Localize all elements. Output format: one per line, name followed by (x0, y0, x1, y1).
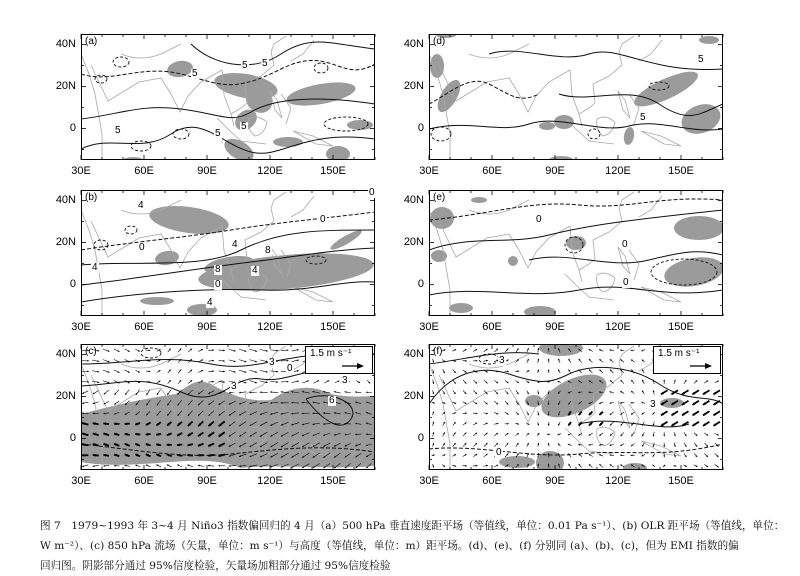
wind-vector-head (287, 360, 289, 362)
significance-shading (508, 256, 518, 266)
significance-shading (535, 366, 613, 426)
significance-shading (154, 249, 180, 267)
contour-line (429, 199, 723, 220)
lon-tick-label: 150E (313, 321, 353, 333)
reference-vector-label: 1.5 m s⁻¹ (310, 348, 351, 359)
significance-shading (677, 99, 724, 139)
contour-label: 4 (91, 263, 99, 273)
panel-label: (f) (433, 346, 442, 357)
contour-label: 0 (495, 448, 503, 458)
significance-shading (539, 340, 583, 356)
lat-tick-label: 40N (46, 348, 76, 360)
wind-vector-head (218, 465, 220, 467)
contour-label: 3 (268, 358, 276, 368)
contour-label: 5 (261, 59, 269, 69)
significance-shading (326, 146, 350, 162)
wind-vector-head (87, 360, 89, 362)
contour-label: 8 (264, 246, 272, 256)
contour-line-negative (173, 129, 189, 139)
contour-line-negative (314, 63, 328, 73)
lat-tick-label: 20N (394, 390, 424, 402)
wind-vector-head (476, 412, 478, 414)
wind-vector-head (287, 381, 289, 383)
wind-vector-head (547, 433, 549, 435)
wind-vector-head (507, 370, 509, 372)
contour-line-negative (431, 127, 451, 141)
significance-shading (699, 36, 719, 44)
wind-vector-head (537, 392, 539, 394)
lon-tick-label: 90E (535, 475, 575, 487)
wind-vector-head (260, 391, 262, 393)
significance-shading (449, 303, 473, 313)
map-canvas (429, 34, 723, 160)
lon-tick-label: 60E (124, 321, 164, 333)
wind-vector-head (465, 465, 467, 467)
contour-label: 5 (639, 113, 647, 123)
lat-tick-label: 40N (46, 38, 76, 50)
lon-tick-label: 150E (313, 475, 353, 487)
coastline (291, 40, 314, 61)
contour-label: 5 (114, 126, 122, 136)
wind-vector-head (663, 445, 665, 447)
significance-shading (140, 297, 174, 305)
lon-tick-label: 90E (535, 165, 575, 177)
lon-tick-label: 120E (598, 321, 638, 333)
map-panel-f (429, 344, 723, 470)
map-panel-d (429, 34, 723, 160)
lat-tick-label: 0 (46, 278, 76, 290)
wind-vector-head (149, 349, 151, 351)
reference-vector-box (653, 346, 721, 374)
significance-shading (285, 78, 357, 110)
contour-label: 3 (341, 376, 349, 386)
map-panel-b (81, 190, 375, 316)
wind-vector-head (537, 443, 539, 445)
lon-tick-label: 90E (187, 475, 227, 487)
wind-vector-head (287, 349, 289, 351)
significance-shading (433, 76, 465, 115)
caption-line: 图 7 1979~1993 年 3~4 月 Niño3 指数偏回归的 4 月（a）500 hPa 垂直速度距平场（等值线，单位：0.01 Pa s⁻¹）、(b) OLR 距平场（等值线，单位： (40, 516, 780, 536)
contour-label: 5 (697, 55, 705, 65)
wind-vector-head (114, 465, 116, 467)
lat-tick-label: 20N (394, 236, 424, 248)
contour-label: 4 (231, 240, 239, 250)
lon-tick-label: 90E (535, 321, 575, 333)
lon-tick-label: 60E (124, 475, 164, 487)
map-panel-a (81, 34, 375, 160)
lon-tick-label: 120E (598, 475, 638, 487)
contour-label: 5 (240, 122, 248, 132)
coastline (641, 287, 681, 302)
contour-line-negative (113, 57, 129, 67)
lon-tick-label: 30E (61, 165, 101, 177)
significance-shading (148, 202, 231, 239)
lon-tick-label: 120E (250, 475, 290, 487)
wind-vector-head (476, 360, 478, 362)
lat-tick-label: 0 (394, 278, 424, 290)
contour-label: 0 (535, 215, 543, 225)
lat-tick-label: 20N (46, 80, 76, 92)
wind-vector-head (486, 360, 488, 362)
contour-label: 3 (649, 400, 657, 410)
caption-line: W m⁻²）、(c) 850 hPa 流场（矢量，单位：m s⁻¹）与高度（等值线，单位：m）距平场。(d)、(e)、(f) 分别同 (a)、(b)、(c)，但为 EMI 指数的偏 (40, 536, 780, 556)
map-canvas (81, 34, 375, 160)
significance-shading (623, 463, 647, 473)
wind-vector-head (149, 370, 151, 372)
wind-vector-head (229, 465, 231, 467)
wind-vector-head (198, 465, 200, 467)
panel-label: (b) (85, 192, 97, 203)
lat-tick-label: 0 (394, 122, 424, 134)
lon-tick-label: 60E (472, 165, 512, 177)
lat-tick-label: 20N (394, 80, 424, 92)
wind-vector-head (276, 381, 278, 383)
panel-label: (c) (85, 346, 97, 357)
wind-vector-head (465, 360, 467, 362)
lat-tick-label: 40N (394, 38, 424, 50)
figure-caption (40, 516, 780, 576)
lon-tick-label: 60E (124, 165, 164, 177)
reference-arrow-icon (690, 362, 712, 370)
lon-tick-label: 30E (61, 475, 101, 487)
coastline (429, 364, 450, 470)
significance-shading (630, 65, 702, 113)
coastline (291, 196, 314, 217)
lon-tick-label: 150E (661, 165, 701, 177)
coastline (597, 273, 615, 292)
lon-tick-label: 30E (409, 475, 449, 487)
lon-tick-label: 120E (598, 165, 638, 177)
significance-shading (273, 137, 303, 147)
lat-tick-label: 0 (46, 432, 76, 444)
panel-label: (d) (433, 36, 445, 47)
contour-line (429, 287, 723, 295)
contour-label: 5 (191, 69, 199, 79)
significance-shading (674, 216, 724, 240)
wind-vector-head (270, 391, 272, 393)
contour-label: 3 (498, 356, 506, 366)
coastline (439, 221, 570, 268)
wind-vector-head (507, 423, 509, 425)
lon-tick-label: 30E (409, 321, 449, 333)
contour-line (489, 51, 723, 69)
significance-shading (524, 306, 556, 318)
wind-vector-head (103, 465, 105, 467)
map-panel-e (429, 190, 723, 316)
reference-vector-box (305, 346, 373, 374)
map-panel-c (81, 344, 375, 470)
coastline (618, 247, 630, 274)
caption-line: 回归图。阴影部分通过 95%信度检验，矢量场加粗部分通过 95%信度检验 (40, 556, 780, 576)
lon-tick-label: 150E (661, 475, 701, 487)
panel-label: (e) (433, 192, 445, 203)
lon-tick-label: 30E (61, 321, 101, 333)
significance-shading (539, 122, 555, 130)
coastline (565, 428, 614, 454)
contour-label: 4 (206, 298, 214, 308)
wind-vector-head (432, 422, 434, 424)
reference-vector-label: 1.5 m s⁻¹ (658, 348, 699, 359)
coastline (639, 40, 662, 61)
panel-label: (a) (85, 36, 97, 47)
contour-line-negative (95, 75, 107, 83)
lon-tick-label: 120E (250, 321, 290, 333)
significance-shading (549, 156, 573, 164)
contour-line-negative (141, 348, 161, 358)
lat-tick-label: 0 (394, 432, 424, 444)
contour-line (429, 444, 723, 455)
coastline (641, 441, 681, 456)
wind-vector-head (465, 412, 467, 414)
contour-line (191, 42, 375, 65)
coastline (91, 65, 222, 112)
wind-vector-head (87, 370, 89, 372)
lon-tick-label: 90E (187, 165, 227, 177)
contour-label: 0 (622, 278, 630, 288)
wind-vector-head (266, 350, 268, 352)
contour-label: 0 (286, 364, 294, 374)
map-canvas (429, 190, 723, 316)
coastline (618, 401, 630, 428)
wind-vector-head (620, 454, 622, 456)
wind-vector-head (588, 444, 590, 446)
lon-tick-label: 90E (187, 321, 227, 333)
contour-label: 4 (137, 201, 145, 211)
lat-tick-label: 0 (46, 122, 76, 134)
wind-vector-head (663, 380, 665, 382)
wind-vector-head (663, 455, 665, 457)
contour-label: 5 (241, 61, 249, 71)
lon-tick-label: 30E (409, 165, 449, 177)
wind-vector-head (631, 349, 633, 351)
lat-tick-label: 20N (46, 236, 76, 248)
wind-vector-head (631, 402, 633, 404)
lon-tick-label: 120E (250, 165, 290, 177)
reference-arrow-icon (342, 362, 364, 370)
lon-tick-label: 60E (472, 321, 512, 333)
wind-vector-head (366, 391, 368, 393)
significance-shading (347, 120, 373, 130)
contour-label: 0 (368, 188, 376, 198)
contour-label: 8 (214, 265, 222, 275)
coastline (570, 36, 634, 126)
coastline (597, 117, 615, 136)
lat-tick-label: 40N (394, 194, 424, 206)
lon-tick-label: 60E (472, 475, 512, 487)
lat-tick-label: 40N (394, 348, 424, 360)
contour-label: 0 (319, 215, 327, 225)
contour-label: 4 (251, 266, 259, 276)
wind-vector-head (653, 435, 655, 437)
significance-shading (662, 253, 726, 291)
contour-line-negative (125, 226, 137, 234)
map-canvas (81, 190, 375, 316)
significance-shading (471, 197, 487, 203)
significance-shading (623, 126, 636, 145)
lon-tick-label: 150E (661, 321, 701, 333)
coastline (639, 196, 662, 217)
lat-tick-label: 20N (46, 390, 76, 402)
contour-label: 0 (214, 280, 222, 290)
wind-vector-head (276, 371, 278, 373)
lat-tick-label: 40N (46, 194, 76, 206)
contour-label: 3 (230, 382, 238, 392)
contour-label: 6 (328, 396, 336, 406)
coastline (641, 131, 681, 146)
wind-vector-head (663, 435, 665, 437)
coastline (597, 427, 615, 446)
contour-label: 5 (214, 129, 222, 139)
wind-vector-head (266, 371, 268, 373)
lon-tick-label: 150E (313, 165, 353, 177)
contour-label: 0 (138, 243, 146, 253)
contour-label: 0 (621, 240, 629, 250)
